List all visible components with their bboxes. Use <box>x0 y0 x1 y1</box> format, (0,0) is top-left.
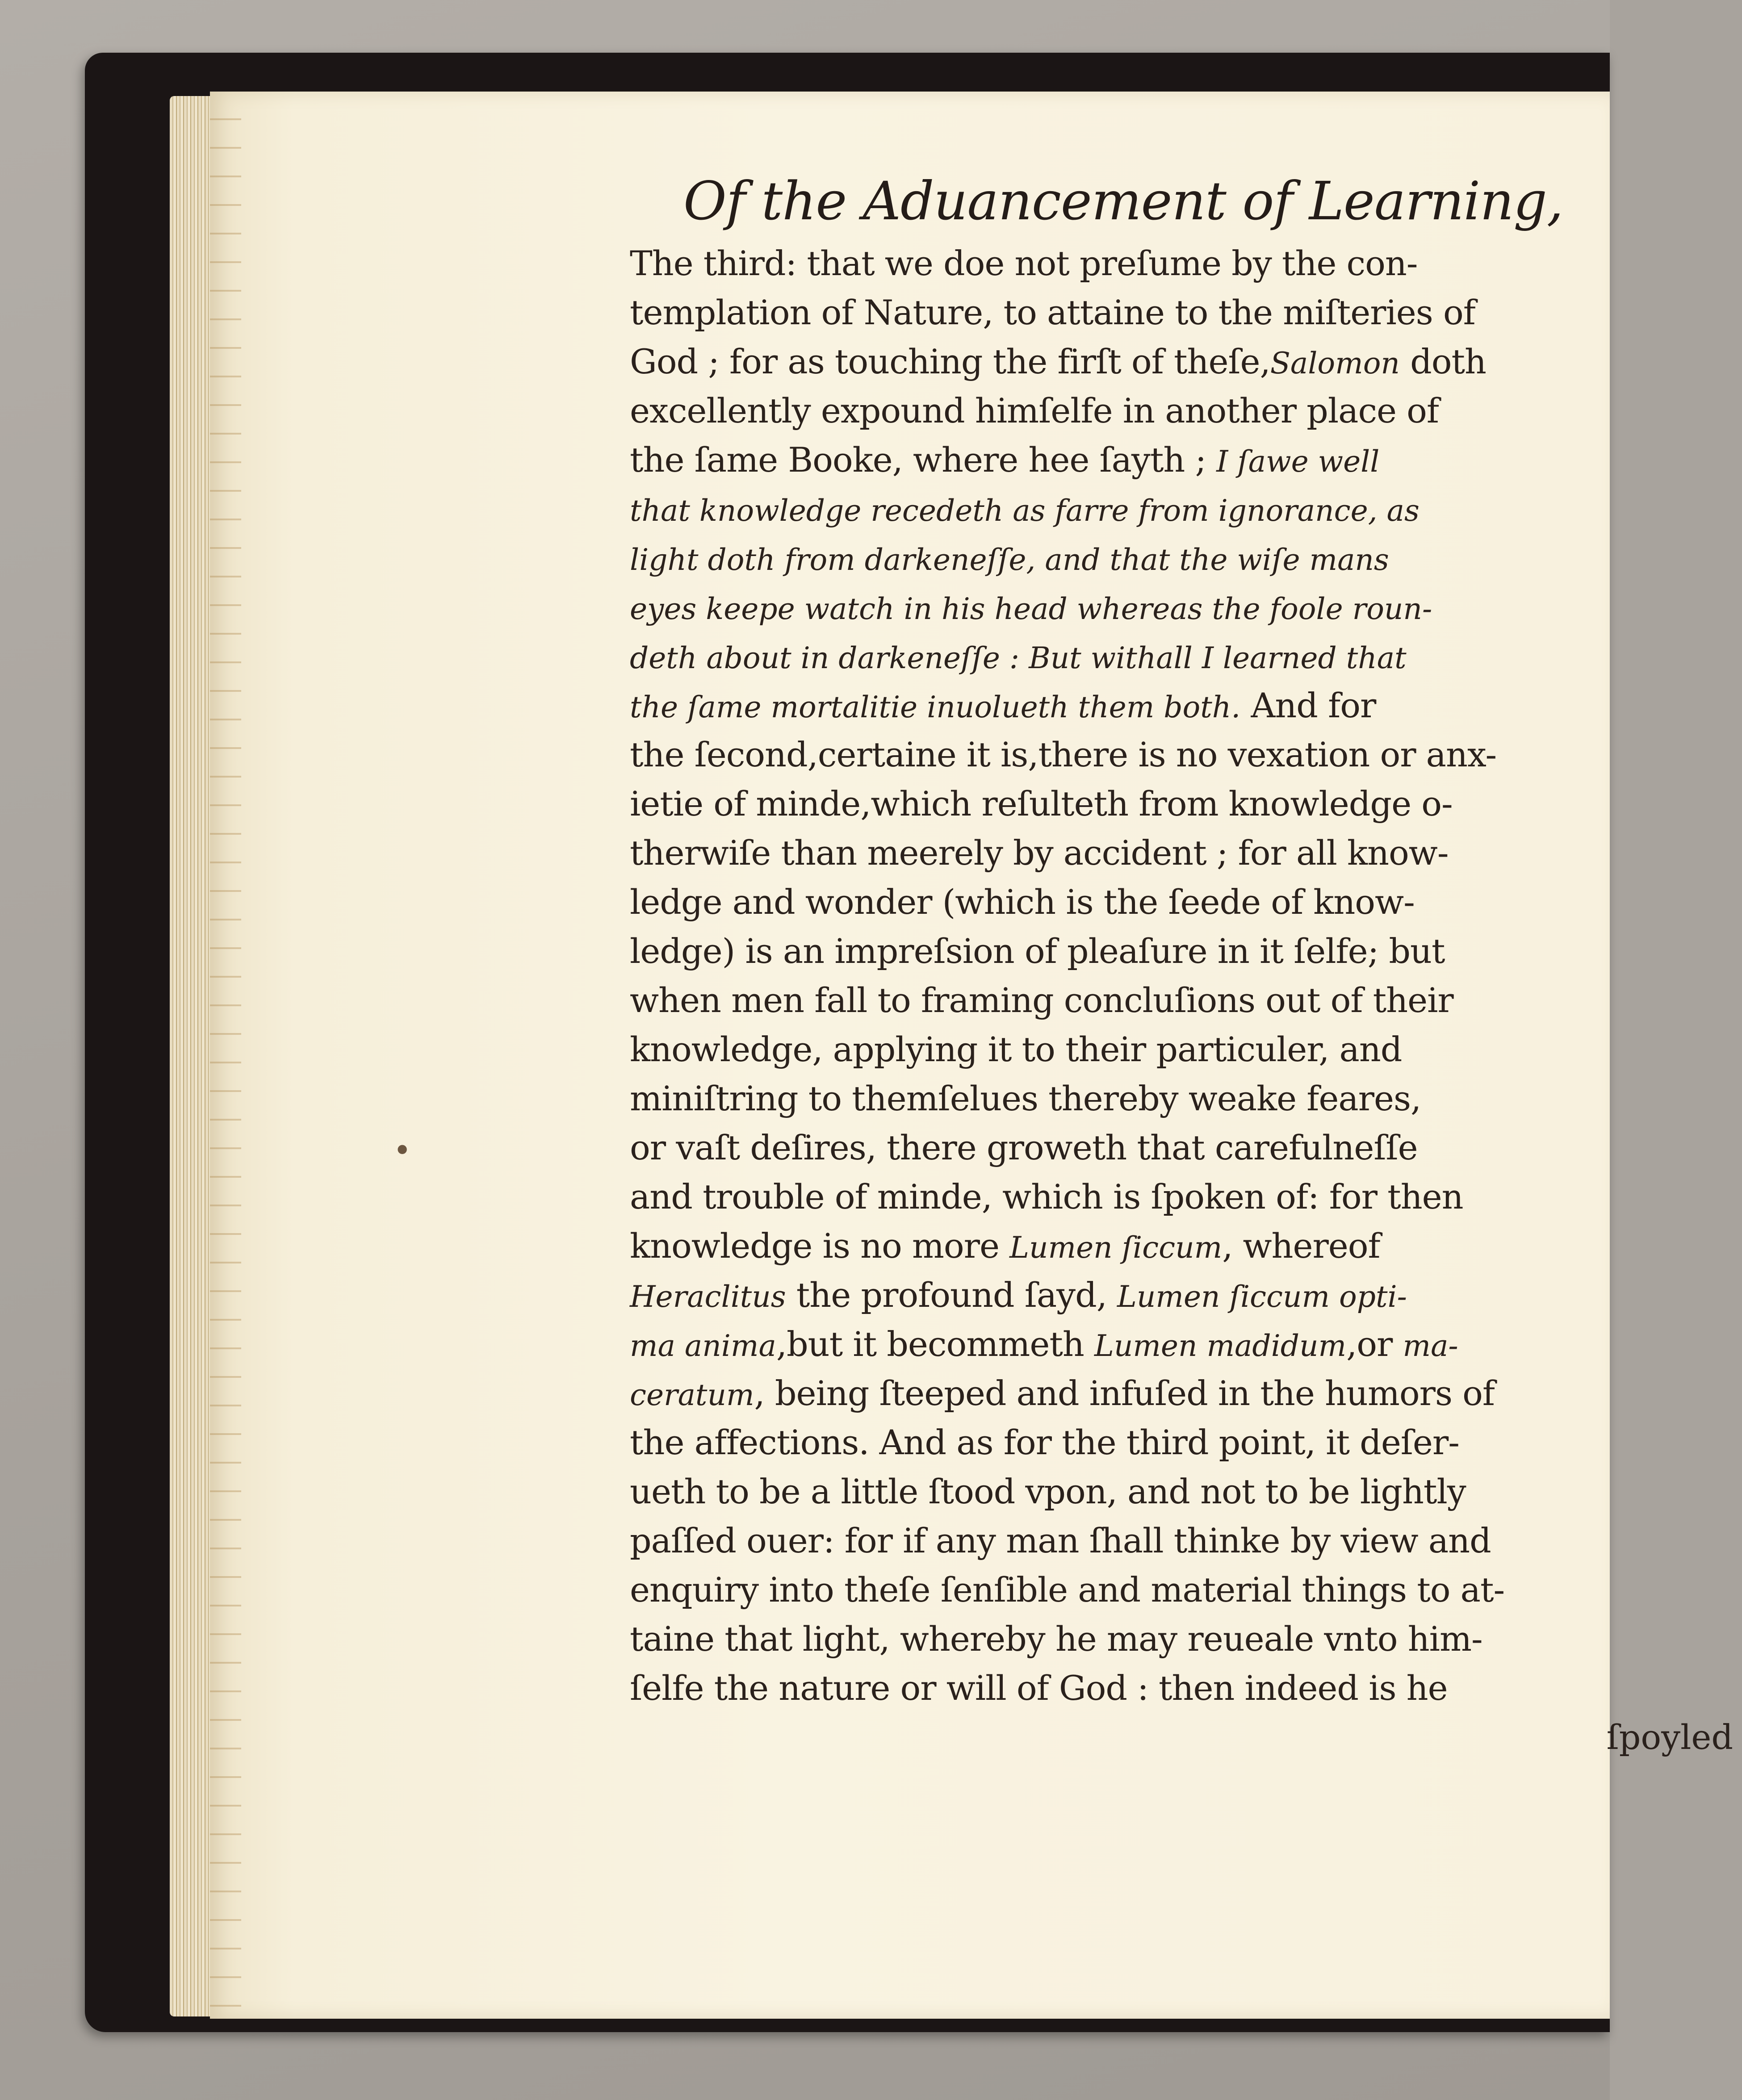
text-line <box>630 878 1742 927</box>
roman-text: or vaſt deſires, there groweth that carefulneſſe <box>630 1128 1418 1167</box>
text-line <box>630 828 1742 878</box>
text-line <box>630 1025 1742 1074</box>
roman-text: excellently expound himſelfe in another place of <box>630 391 1439 431</box>
text-line <box>630 730 1742 779</box>
text-line <box>630 681 1742 730</box>
text-line <box>630 239 1742 288</box>
italic-text: Salomon <box>1270 346 1400 381</box>
italic-text: ma- <box>1403 1329 1458 1363</box>
roman-text: ſelfe the nature or will of God : then indeed is he <box>630 1668 1448 1708</box>
text-line <box>630 1271 1742 1320</box>
body-text <box>630 239 1742 1713</box>
text-line <box>630 632 1742 681</box>
text-line <box>630 386 1742 435</box>
book-page <box>210 92 1733 2019</box>
italic-text: ceratum <box>630 1378 754 1412</box>
text-line <box>630 1418 1742 1467</box>
roman-text: enquiry into theſe ſenſible and material things to at- <box>630 1570 1505 1610</box>
roman-text: ,but it becommeth <box>776 1324 1094 1364</box>
text-line <box>630 337 1742 386</box>
roman-text: And for <box>1240 686 1376 725</box>
text-line <box>630 485 1742 534</box>
roman-text: and trouble of minde, which is ſpoken of: for then <box>630 1177 1463 1217</box>
roman-text: , being ſteeped and infuſed in the humors of <box>754 1373 1495 1413</box>
ink-spot: • <box>393 1132 412 1169</box>
italic-text: Lumen ſiccum opti- <box>1117 1280 1407 1314</box>
roman-text: taine that light, whereby he may reueale vnto him- <box>630 1619 1482 1659</box>
italic-text: deth about in darkeneſſe : But withall I learned that <box>630 641 1407 675</box>
text-line <box>630 779 1742 828</box>
roman-text: ledge and wonder (which is the ſeede of know- <box>630 882 1415 922</box>
italic-text: eyes keepe watch in his head whereas the foole roun- <box>630 592 1432 626</box>
roman-text: templation of Nature, to attaine to the miſteries of <box>630 293 1475 332</box>
roman-text: knowledge, applying it to their particuler, and <box>630 1029 1402 1069</box>
text-line <box>630 1222 1742 1271</box>
text-line <box>630 976 1742 1025</box>
gutter-stains <box>210 92 241 2019</box>
roman-text: ledge) is an impreſsion of pleaſure in it ſelfe; but <box>630 931 1445 971</box>
roman-text: miniſtring to themſelues thereby weake feares, <box>630 1079 1421 1118</box>
running-heading: Of the Aduancement of Learning, <box>683 170 1563 232</box>
roman-text: ,or <box>1346 1324 1403 1364</box>
text-line <box>630 1369 1742 1418</box>
roman-text: therwiſe than meerely by accident ; for all know- <box>630 833 1449 873</box>
text-line <box>630 583 1742 632</box>
roman-text: ueth to be a little ſtood vpon, and not to be lightly <box>630 1472 1466 1511</box>
roman-text: The third: that we doe not preſume by the con- <box>630 243 1418 283</box>
text-line <box>630 288 1742 337</box>
italic-text: light doth from darkeneſſe, and that the wiſe mans <box>630 543 1389 577</box>
text-line <box>630 927 1742 976</box>
italic-text: that knowledge recedeth as farre from ignorance, as <box>630 494 1420 528</box>
roman-text: paſſed ouer: for if any man ſhall thinke by view and <box>630 1521 1491 1560</box>
text-line <box>630 1516 1742 1565</box>
italic-text: Lumen madidum <box>1094 1329 1347 1363</box>
text-line <box>630 534 1742 583</box>
italic-text: ma anima <box>630 1329 776 1363</box>
roman-text: doth <box>1399 342 1486 381</box>
roman-text: when men fall to framing concluſions out of their <box>630 980 1453 1020</box>
roman-text: God ; for as touching the firſt of theſe, <box>630 342 1270 381</box>
text-line <box>630 1565 1742 1615</box>
catchword: ſpoyled <box>1606 1717 1733 1757</box>
roman-text: the ſecond,certaine it is,there is no vexation or anx- <box>630 735 1497 774</box>
text-line <box>630 1320 1742 1369</box>
roman-text: ietie of minde,which reſulteth from knowledge o- <box>630 784 1453 824</box>
italic-text: Lumen ſiccum <box>1009 1230 1223 1265</box>
roman-text: the ſame Booke, where hee ſayth ; <box>630 440 1217 480</box>
text-line <box>630 1123 1742 1172</box>
roman-text: the affections. And as for the third point, it deſer- <box>630 1422 1459 1462</box>
text-line <box>630 1615 1742 1664</box>
italic-text: Heraclitus <box>630 1280 786 1314</box>
italic-text: the ſame mortalitie inuolueth them both. <box>630 690 1241 724</box>
roman-text: , whereof <box>1222 1226 1380 1266</box>
text-line <box>630 1074 1742 1123</box>
text-line <box>630 1172 1742 1222</box>
italic-text: I ſawe well <box>1216 444 1380 479</box>
text-line <box>630 1467 1742 1516</box>
text-line <box>630 435 1742 485</box>
text-block <box>630 167 1742 1762</box>
text-line <box>630 1664 1742 1713</box>
roman-text: knowledge is no more <box>630 1226 1010 1266</box>
roman-text: the profound ſayd, <box>786 1275 1118 1315</box>
